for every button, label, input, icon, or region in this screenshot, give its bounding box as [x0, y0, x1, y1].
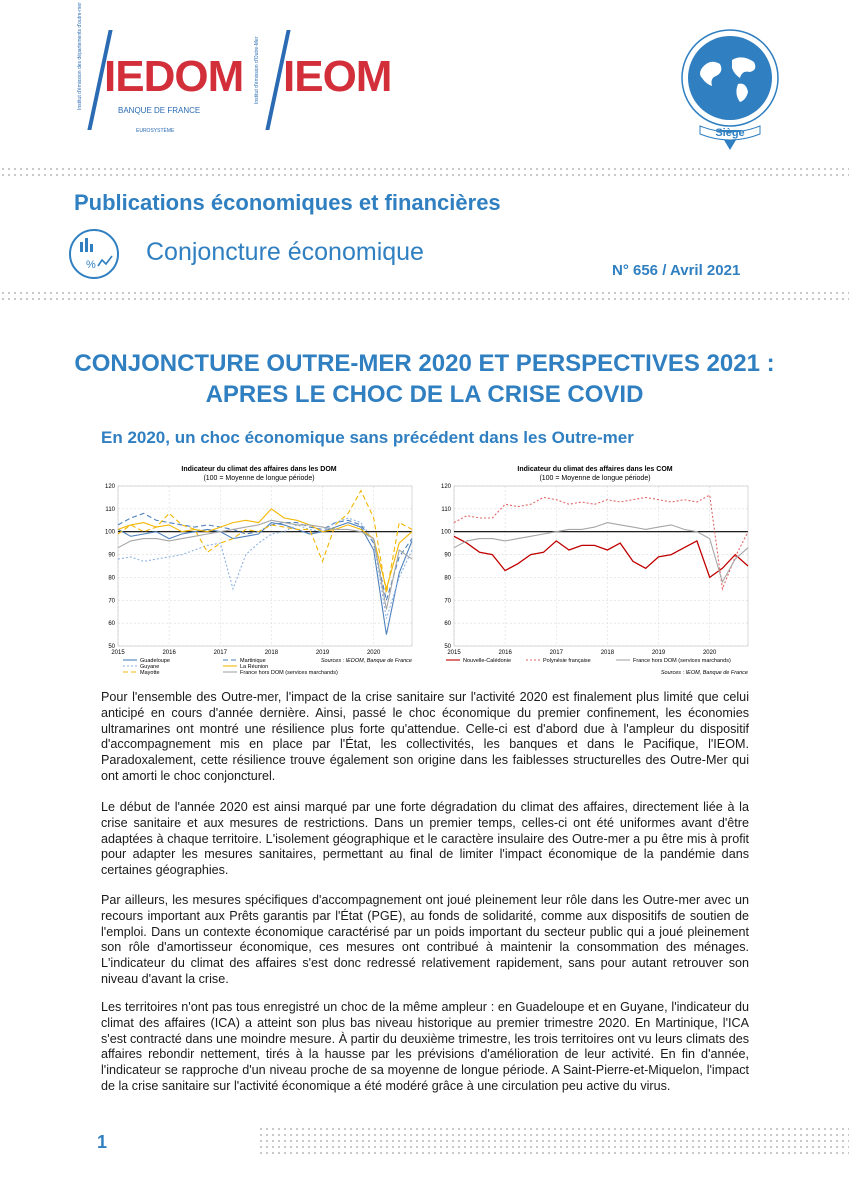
y-tick-label: 120 — [440, 484, 451, 490]
chart-subtitle: (100 = Moyenne de longue période) — [539, 475, 651, 482]
x-tick-label: 2019 — [651, 650, 666, 656]
plot-area — [454, 486, 748, 646]
y-tick-label: 80 — [444, 575, 451, 582]
legend-label: France hors DOM (services marchands) — [633, 658, 731, 664]
y-tick-label: 70 — [444, 598, 451, 605]
x-tick-label: 2015 — [111, 650, 125, 656]
paragraph-3: Par ailleurs, les mesures spécifiques d'accompagnement ont joué pleinement leur rôle dans les Outre-mer avec un recours important aux Prêts garantis par l'État (PGE), au fonds de solidarité, comme aux dispositifs de soutien de l'emploi. Dans un contexte économique caractérisé par un poids important du secteur public qui a joué pleinement son rôle d'amortisseur économique, ces mesures ont contribué à maintenir la consommation des ménages. L'indicateur du climat des affaires s'est donc redressé relativement rapidement, sans pour autant retrouver son niveau d'avant la crise. — [101, 893, 749, 986]
y-tick-label: 100 — [104, 529, 115, 536]
eurosysteme-text: EUROSYSTÈME — [136, 128, 175, 134]
x-tick-label: 2020 — [366, 650, 381, 656]
y-tick-label: 110 — [105, 506, 115, 513]
legend-label: Guyane — [140, 664, 160, 670]
paragraph-4: Les territoires n'ont pas tous enregistré un choc de la même ampleur : en Guadeloupe et en Guyane, l'indicateur du climat des affaires (ICA) a atteint son plus bas niveau historique au premier trimestre 2020. En Martinique, l'ICA s'est contracté dans une moindre mesure. À partir du deuxième trimestre, les trois territoires ont vu leurs climats des affaires rebondir nettement, tirés à la hausse par les prévisions d'amélioration de leur activité. En fin d'année, l'indicateur se rapproche d'un niveau proche de sa moyenne de longue période. A Saint-Pierre-et-Miquelon, l'impact de la crise sanitaire sur l'activité économique a été modéré grâce à une circulation peu active du virus. — [101, 1000, 749, 1093]
y-tick-label: 50 — [108, 644, 115, 650]
x-tick-label: 2017 — [549, 650, 563, 656]
chart-title: Indicateur du climat des affaires dans les DOM — [181, 466, 337, 473]
x-tick-label: 2015 — [447, 650, 461, 656]
svg-text:%: % — [86, 259, 96, 271]
y-tick-label: 90 — [108, 552, 115, 559]
y-tick-label: 100 — [440, 529, 451, 536]
y-tick-label: 110 — [441, 506, 451, 513]
plot-area — [118, 486, 412, 646]
series-line-5 — [118, 520, 412, 609]
paragraph-2: Le début de l'année 2020 est ainsi marqué par une forte dégradation du climat des affaires, directement liée à la crise sanitaire et aux mesures de restrictions. Dans un premier temps, celles-ci ont été uniformes avant d'être adaptées à chaque territoire. L'isolement géographique et le caractère insulaire des Outre-mer a pu être mis à profit pour adapter les mesures sanitaires, permettant au final de limiter l'impact économique de la pandémie dans certaines géographies. — [101, 800, 749, 878]
banque-de-france-text: BANQUE DE FRANCE — [118, 106, 201, 115]
series-line-4 — [118, 491, 412, 594]
ieom-logo-side-text: Institut d'émission d'Outre-Mer — [254, 36, 260, 104]
main-title-line1: CONJONCTURE OUTRE-MER 2020 ET PERSPECTIVES 2021 : — [74, 350, 775, 377]
series-title: Conjoncture économique — [146, 238, 424, 266]
chart-title: Indicateur du climat des affaires dans les COM — [517, 466, 673, 473]
x-tick-label: 2018 — [600, 650, 615, 656]
y-tick-label: 80 — [108, 575, 115, 582]
dot-band-top — [0, 166, 849, 180]
dot-band-middle — [0, 290, 849, 304]
x-tick-label: 2020 — [702, 650, 717, 656]
series-line-2 — [118, 518, 412, 619]
y-tick-label: 120 — [104, 484, 115, 490]
legend-label: Polynésie française — [543, 658, 591, 664]
globe-icon — [688, 36, 772, 120]
com-business-climate-chart — [432, 462, 758, 680]
dot-band-bottom — [258, 1126, 849, 1158]
y-tick-label: 60 — [108, 621, 115, 628]
legend-label: Mayotte — [140, 670, 160, 676]
x-tick-label: 2017 — [213, 650, 227, 656]
y-tick-label: 60 — [444, 621, 451, 628]
y-tick-label: 50 — [444, 644, 451, 650]
badge-label: Siège — [715, 127, 745, 139]
series-line-0 — [454, 536, 748, 577]
paragraph-1: Pour l'ensemble des Outre-mer, l'impact de la crise sanitaire sur l'activité 2020 est finalement plus limité que celui anticipé en cours d'année dernière. Ainsi, passé le choc économique du premier confinement, les économies ultramarines ont montré une résilience plus forte qu'attendue. Celle-ci est d'abord due à l'ampleur du dispositif d'accompagnement mis en place par l'État, les collectivités, les banques et dans le Pacifique, l'IEOM. Paradoxalement, cette résilience trouve également son origine dans les faiblesses structurelles des Outre-Mer qui ont amorti le choc conjoncturel. — [101, 690, 749, 783]
y-tick-label: 90 — [444, 552, 451, 559]
economy-chart-icon — [68, 228, 120, 280]
x-tick-label: 2018 — [264, 650, 279, 656]
legend-label: Martinique — [240, 658, 266, 664]
legend-label: France hors DOM (services marchands) — [240, 670, 338, 676]
siege-globe-badge — [680, 22, 780, 162]
chart-subtitle: (100 = Moyenne de longue période) — [203, 475, 315, 482]
ieom-logo-text: IEOM — [283, 52, 392, 101]
legend-label: Nouvelle-Calédonie — [463, 658, 512, 664]
section-title: En 2020, un choc économique sans précédent dans les Outre-mer — [101, 428, 634, 447]
x-tick-label: 2016 — [498, 650, 512, 656]
x-tick-label: 2019 — [315, 650, 330, 656]
chart-source: Sources : IEOM, Banque de France — [660, 670, 748, 676]
iedom-logo-side-text: Institut d'émission des départements d'outre-mer — [77, 2, 83, 110]
y-tick-label: 70 — [108, 598, 115, 605]
publication-title: Publications économiques et financières — [74, 190, 501, 215]
series-line-1 — [454, 495, 748, 589]
page-number: 1 — [97, 1132, 108, 1152]
issue-number: N° 656 / Avril 2021 — [612, 262, 741, 279]
main-title-line2: APRES LE CHOC DE LA CRISE COVID — [205, 381, 644, 408]
legend-label: Guadeloupe — [140, 658, 170, 664]
dom-business-climate-chart — [96, 462, 422, 680]
x-tick-label: 2016 — [162, 650, 176, 656]
iedom-logo-text: IEDOM — [104, 52, 244, 101]
legend-label: La Réunion — [240, 664, 269, 670]
chart-source: Sources : IEDOM, Banque de France — [320, 658, 412, 664]
